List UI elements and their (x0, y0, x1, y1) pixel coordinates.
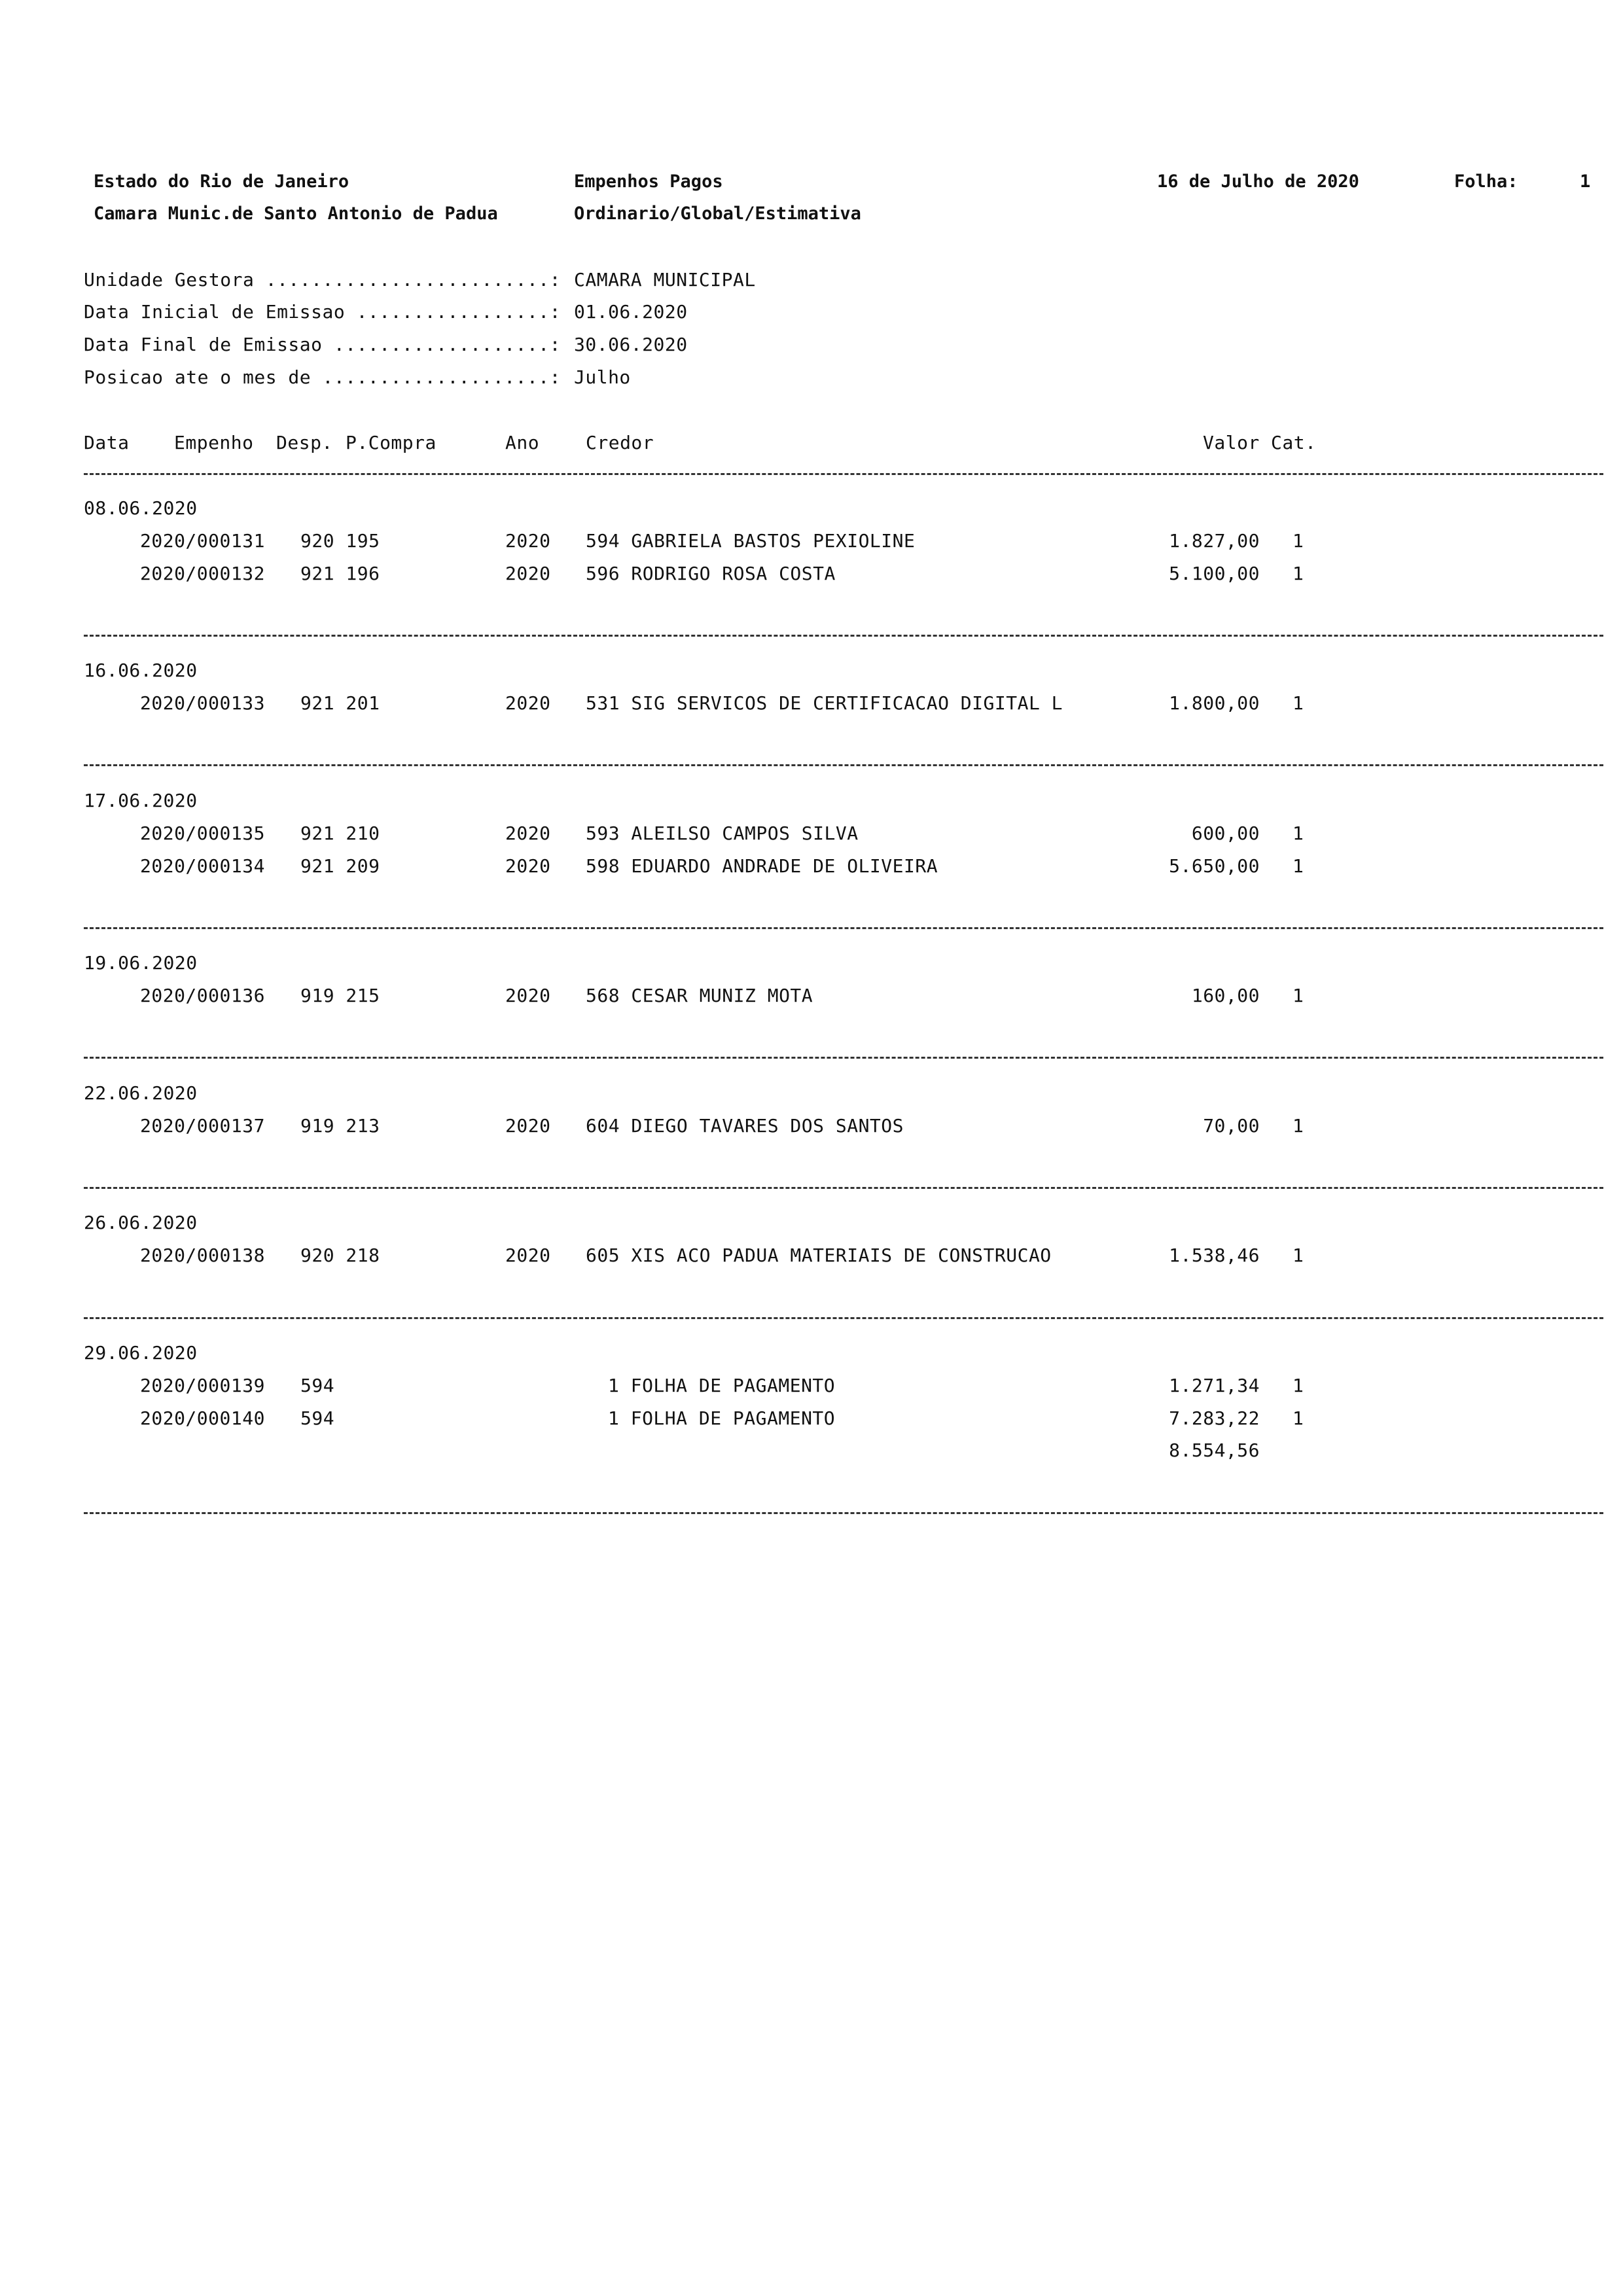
row-ano: 2020 (505, 855, 551, 877)
row-ano: 2020 (505, 1115, 551, 1137)
separator-line (84, 1317, 1603, 1319)
col-header-pcompra: P.Compra (346, 432, 437, 453)
row-credor: 568 CESAR MUNIZ MOTA (586, 985, 813, 1006)
separator-line (84, 927, 1603, 929)
subtotal-value: 8.554,56 (1169, 1439, 1260, 1461)
row-empenho: 2020/000133 (140, 692, 265, 714)
group-date: 19.06.2020 (84, 952, 198, 974)
row-valor: 1.271,34 (1169, 1375, 1260, 1396)
group-date: 08.06.2020 (84, 497, 198, 519)
row-desp: 919 215 (300, 985, 380, 1006)
row-desp: 919 213 (300, 1115, 380, 1137)
row-desp: 920 195 (300, 530, 380, 552)
folha-number: 1 (1580, 171, 1591, 192)
row-cat: 1 (1293, 822, 1304, 844)
separator-line (84, 635, 1603, 637)
param-value-posicao: Julho (574, 366, 631, 388)
row-valor: 160,00 (1191, 985, 1260, 1006)
row-valor: 1.800,00 (1169, 692, 1260, 714)
col-header-valor: Valor (1203, 432, 1260, 453)
row-cat: 1 (1293, 1245, 1304, 1266)
row-credor: 598 EDUARDO ANDRADE DE OLIVEIRA (586, 855, 938, 877)
row-valor: 5.650,00 (1169, 855, 1260, 877)
organization-name: Camara Munic.de Santo Antonio de Padua (94, 203, 498, 224)
row-credor: 604 DIEGO TAVARES DOS SANTOS (586, 1115, 904, 1137)
row-cat: 1 (1293, 563, 1304, 584)
row-valor: 7.283,22 (1169, 1407, 1260, 1429)
separator-line (84, 1057, 1603, 1059)
param-label-posicao: Posicao ate o mes de ....................: (84, 366, 562, 388)
row-credor: 605 XIS ACO PADUA MATERIAIS DE CONSTRUCAO (586, 1245, 1052, 1266)
row-valor: 5.100,00 (1169, 563, 1260, 584)
group-date: 17.06.2020 (84, 790, 198, 811)
row-cat: 1 (1293, 1407, 1304, 1429)
row-credor: 1 FOLHA DE PAGAMENTO (608, 1375, 836, 1396)
row-ano: 2020 (505, 822, 551, 844)
param-label-data-inicial: Data Inicial de Emissao .................: (84, 301, 562, 323)
row-empenho: 2020/000135 (140, 822, 265, 844)
param-value-data-final: 30.06.2020 (574, 334, 688, 355)
report-title: Empenhos Pagos (574, 171, 723, 192)
group-date: 16.06.2020 (84, 660, 198, 681)
row-desp: 594 (300, 1375, 335, 1396)
row-credor: 593 ALEILSO CAMPOS SILVA (586, 822, 859, 844)
row-desp: 921 209 (300, 855, 380, 877)
col-header-cat: Cat. (1271, 432, 1317, 453)
param-label-data-final: Data Final de Emissao ...................: (84, 334, 562, 355)
separator-line (84, 1512, 1603, 1514)
row-ano: 2020 (505, 692, 551, 714)
row-empenho: 2020/000131 (140, 530, 265, 552)
row-ano: 2020 (505, 985, 551, 1006)
col-header-data: Data (84, 432, 130, 453)
report-subtitle: Ordinario/Global/Estimativa (574, 203, 861, 224)
row-empenho: 2020/000134 (140, 855, 265, 877)
row-desp: 921 201 (300, 692, 380, 714)
row-valor: 1.827,00 (1169, 530, 1260, 552)
param-value-data-inicial: 01.06.2020 (574, 301, 688, 323)
row-ano: 2020 (505, 563, 551, 584)
separator-line (84, 1187, 1603, 1189)
row-cat: 1 (1293, 530, 1304, 552)
row-empenho: 2020/000140 (140, 1407, 265, 1429)
row-valor: 600,00 (1191, 822, 1260, 844)
row-cat: 1 (1293, 692, 1304, 714)
folha-label: Folha: (1454, 171, 1518, 192)
report-date: 16 de Julho de 2020 (1157, 171, 1359, 192)
row-credor: 594 GABRIELA BASTOS PEXIOLINE (586, 530, 916, 552)
row-empenho: 2020/000139 (140, 1375, 265, 1396)
row-empenho: 2020/000137 (140, 1115, 265, 1137)
row-desp: 921 210 (300, 822, 380, 844)
param-label-unidade: Unidade Gestora .........................: (84, 269, 562, 291)
row-valor: 70,00 (1203, 1115, 1260, 1137)
row-empenho: 2020/000132 (140, 563, 265, 584)
row-credor: 596 RODRIGO ROSA COSTA (586, 563, 836, 584)
row-cat: 1 (1293, 1115, 1304, 1137)
row-valor: 1.538,46 (1169, 1245, 1260, 1266)
row-cat: 1 (1293, 985, 1304, 1006)
col-header-ano: Ano (505, 432, 540, 453)
row-desp: 921 196 (300, 563, 380, 584)
state-name: Estado do Rio de Janeiro (94, 171, 349, 192)
col-header-empenho: Empenho (174, 432, 254, 453)
group-date: 29.06.2020 (84, 1342, 198, 1364)
row-empenho: 2020/000136 (140, 985, 265, 1006)
row-ano: 2020 (505, 530, 551, 552)
group-date: 26.06.2020 (84, 1212, 198, 1233)
separator-line (84, 473, 1603, 475)
row-desp: 594 (300, 1407, 335, 1429)
row-cat: 1 (1293, 1375, 1304, 1396)
col-header-credor: Credor (586, 432, 654, 453)
row-empenho: 2020/000138 (140, 1245, 265, 1266)
row-credor: 1 FOLHA DE PAGAMENTO (608, 1407, 836, 1429)
row-cat: 1 (1293, 855, 1304, 877)
row-ano: 2020 (505, 1245, 551, 1266)
param-value-unidade: CAMARA MUNICIPAL (574, 269, 756, 291)
row-desp: 920 218 (300, 1245, 380, 1266)
separator-line (84, 764, 1603, 766)
row-credor: 531 SIG SERVICOS DE CERTIFICACAO DIGITAL L (586, 692, 1063, 714)
group-date: 22.06.2020 (84, 1082, 198, 1104)
col-header-desp: Desp. (276, 432, 333, 453)
